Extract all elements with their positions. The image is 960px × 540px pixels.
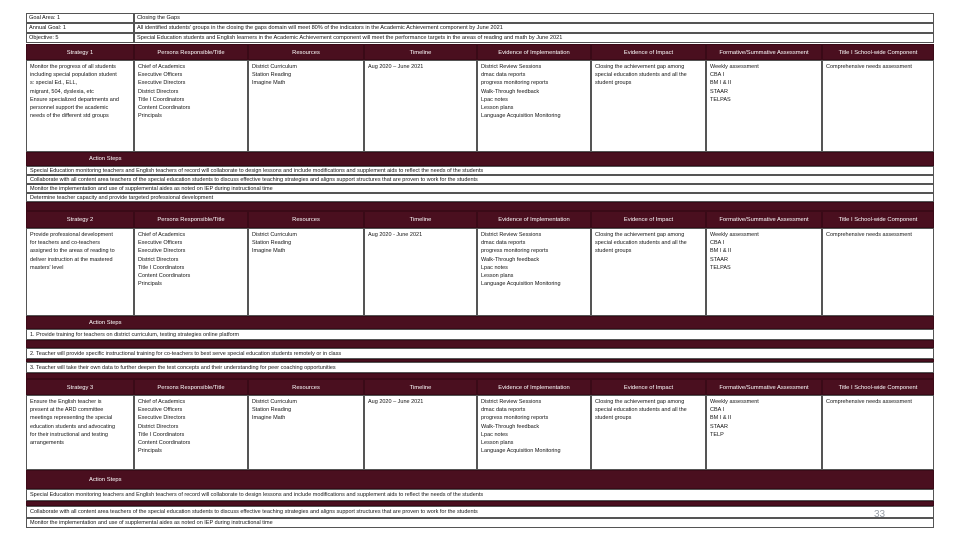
action-step: Collaborate with all content area teachers of the special education students to discuss effective teaching strategies and aligns support structures that are proven to work for the students [26,506,934,518]
strategy-1-title1: Comprehensive needs assessment [822,60,934,152]
header-timeline: Timeline [364,44,477,60]
action-step: Special Education monitoring teachers and English teachers of record will collaborate to design lessons and include modifications and supplement aids to reflect the needs of the students [26,166,934,175]
strategy-1-resources: District Curriculum Station Reading Imagine Math [248,60,364,152]
header-evidence-implementation: Evidence of Implementation [477,211,591,228]
header-evidence-implementation: Evidence of Implementation [477,379,591,395]
goal-area-label: Goal Area: 1 [26,13,134,23]
strategy-1-description: Monitor the progress of all students including special population student s: special Ed., ELL, migrant, 504, dyslexia, etc Ensure specialized departments and personnel support the academic needs of the different std groups [26,60,134,152]
strategy-3-description: Ensure the English teacher is present at the ARD committee meetings representing the special education students and advocating for their instructional and testing arrangements [26,395,134,470]
objective-label: Objective: 5 [26,33,134,43]
header-timeline: Timeline [364,211,477,228]
header-title1: Title I School-wide Component [822,44,934,60]
strategy-1-timeline: Aug 2020 – June 2021 [364,60,477,152]
action-step: 3. Teacher will take their own data to further deepen the test concepts and their understanding for peer coaching opportunities [26,362,934,373]
strategy-3-title1: Comprehensive needs assessment [822,395,934,470]
action-step: Determine teacher capacity and provide targeted professional development [26,193,934,202]
strategy-3-timeline: Aug 2020 – June 2021 [364,395,477,470]
header-responsible: Persons Responsible/Title [134,211,248,228]
strategy-2-action-steps-band [26,316,934,329]
header-title1: Title I School-wide Component [822,379,934,395]
action-step: 2. Teacher will provide specific instructional training for co-teachers to best serve special education students remotely or in class [26,348,934,359]
strategy-3-assessment: Weekly assessment CBA I BM I & II STAAR TELP [706,395,822,470]
strategy-2-timeline: Aug 2020 - June 2021 [364,228,477,316]
action-step: Monitor the implementation and use of supplemental aides as noted on IEP during instructional time [26,184,934,193]
strategy-1-responsible: Chief of Academics Executive Officers Executive Directors District Directors Title I Coordinators Content Coordinators Principals [134,60,248,152]
strategy-3-label: Strategy 3 [26,379,134,395]
annual-goal-label: Annual Goal: 1 [26,23,134,33]
header-timeline: Timeline [364,379,477,395]
header-evidence-implementation: Evidence of Implementation [477,44,591,60]
header-assessment: Formative/Summative Assessment [706,211,822,228]
page-number: 33 [874,509,886,520]
action-steps-label: Action Steps [89,476,122,483]
strategy-1-evidence-impact: Closing the achievement gap among special education students and all the student groups [591,60,706,152]
header-resources: Resources [248,379,364,395]
strategy-2-resources: District Curriculum Station Reading Imagine Math [248,228,364,316]
action-step: Collaborate with all content area teachers of the special education students to discuss effective teaching strategies and aligns support structures that are proven to work for the students [26,175,934,184]
header-assessment: Formative/Summative Assessment [706,379,822,395]
action-steps-label: Action Steps [89,319,122,326]
strategy-2-assessment: Weekly assessment CBA I BM I & II STAAR TELPAS [706,228,822,316]
header-title1: Title I School-wide Component [822,211,934,228]
strategy-3-evidence-impact: Closing the achievement gap among special education students and all the student groups [591,395,706,470]
strategy-2-description: Provide professional development for teachers and co-teachers assigned to the areas of reading to deliver instruction at the mastered masters' level [26,228,134,316]
strategy-1-action-steps-band [26,152,934,166]
header-evidence-impact: Evidence of Impact [591,211,706,228]
header-responsible: Persons Responsible/Title [134,44,248,60]
strategy-2-label: Strategy 2 [26,211,134,228]
strategy-3-responsible: Chief of Academics Executive Officers Executive Directors District Directors Title I Coordinators Content Coordinators Principals [134,395,248,470]
strategy-1-assessment: Weekly assessment CBA I BM I & II STAAR TELPAS [706,60,822,152]
strategy-1-evidence-implementation: District Review Sessions dmac data reports progress monitoring reports Walk-Through feedback Lpac notes Lesson plans Language Acquisition Monitoring [477,60,591,152]
header-evidence-impact: Evidence of Impact [591,44,706,60]
action-divider [26,340,934,348]
strategy-3-evidence-implementation: District Review Sessions dmac data reports progress monitoring reports Walk-Through feedback Lpac notes Lesson plans Language Acquisition Monitoring [477,395,591,470]
action-step: 1. Provide training for teachers on district curriculum, testing strategies online platform [26,329,934,340]
goal-area-text: Closing the Gaps [134,13,934,23]
action-steps-label: Action Steps [89,156,122,162]
strategy-3-action-steps-band [26,470,934,489]
strategy-2-evidence-impact: Closing the achievement gap among special education students and all the student groups [591,228,706,316]
objective-text: Special Education students and English learners in the Academic Achievement component will meet the performance targets in the areas of reading and math by June 2021 [134,33,934,43]
action-step: Special Education monitoring teachers and English teachers of record will collaborate to design lessons and include modifications and supplement aids to reflect the needs of the students [26,489,934,501]
annual-goal-text: All identified students' groups in the closing the gaps domain will meet 80% of the indicators in the Academic Achievement component by June 2021 [134,23,934,33]
strategy-2-responsible: Chief of Academics Executive Officers Executive Directors District Directors Title I Coordinators Content Coordinators Principals [134,228,248,316]
header-resources: Resources [248,211,364,228]
strategy-2-title1: Comprehensive needs assessment [822,228,934,316]
strategy-2-evidence-implementation: District Review Sessions dmac data reports progress monitoring reports Walk-Through feedback Lpac notes Lesson plans Language Acquisition Monitoring [477,228,591,316]
header-assessment: Formative/Summative Assessment [706,44,822,60]
header-evidence-impact: Evidence of Impact [591,379,706,395]
strategy-1-label: Strategy 1 [26,44,134,60]
action-step: Monitor the implementation and use of supplemental aides as noted on IEP during instructional time [26,518,934,528]
header-resources: Resources [248,44,364,60]
strategy-1-bottom-band [26,202,934,211]
strategy-3-resources: District Curriculum Station Reading Imagine Math [248,395,364,470]
header-responsible: Persons Responsible/Title [134,379,248,395]
